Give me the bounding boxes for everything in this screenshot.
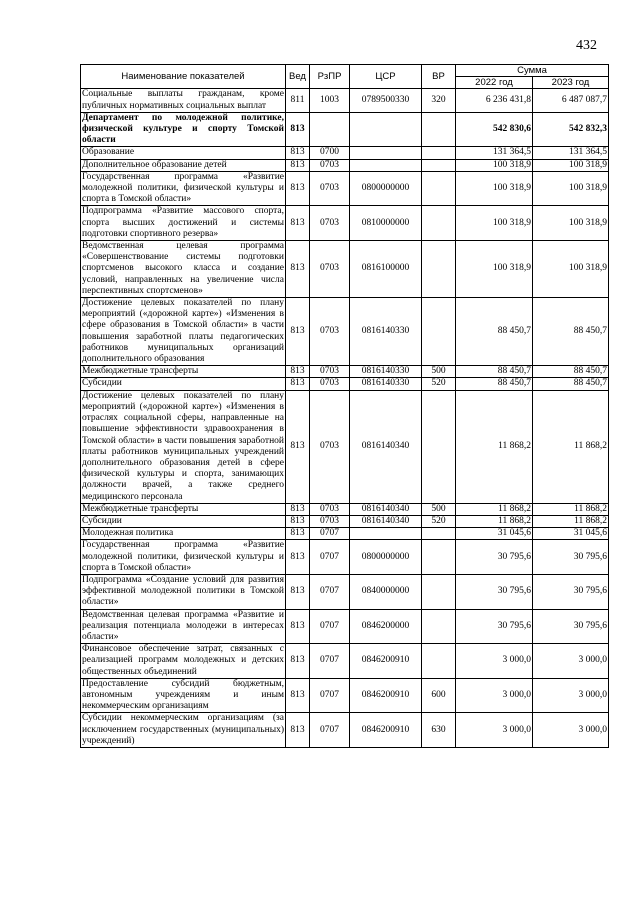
row-name: Государственная программа «Развитие молодежной политики, физической культуры и спорта в Томской области»	[82, 171, 284, 205]
row-sum-2023: 30 795,6	[533, 609, 609, 644]
row-vr: 600	[422, 678, 456, 713]
row-rzpr: 0707	[310, 540, 350, 575]
table-row	[81, 609, 609, 644]
row-ved: 813	[286, 574, 310, 609]
row-csr: 0810000000	[350, 206, 422, 241]
table-row	[81, 366, 609, 378]
row-name: Предоставление субсидий бюджетным, автономным учреждениям и иным некоммерческим организациям	[82, 678, 284, 712]
row-csr	[350, 112, 422, 147]
table-row	[81, 112, 609, 147]
row-sum-2023: 88 450,7	[533, 298, 609, 366]
row-ved: 813	[286, 378, 310, 390]
row-sum-2022: 3 000,0	[456, 713, 533, 748]
table-body	[81, 89, 609, 748]
row-rzpr: 0707	[310, 609, 350, 644]
row-csr	[350, 528, 422, 540]
row-name: Подпрограмма «Развитие массового спорта, спорта высших достижений и системы подготовки спортивного резерва»	[82, 206, 284, 239]
row-csr: 0800000000	[350, 171, 422, 206]
row-ved: 813	[286, 528, 310, 540]
row-ved: 813	[286, 298, 310, 366]
row-vr: 520	[422, 515, 456, 527]
row-ved: 811	[286, 89, 310, 112]
table-row	[81, 503, 609, 515]
row-sum-2022: 3 000,0	[456, 644, 533, 679]
row-rzpr: 0703	[310, 206, 350, 241]
row-rzpr: 0707	[310, 644, 350, 679]
table-row	[81, 713, 609, 748]
row-sum-2023: 11 868,2	[533, 503, 609, 515]
row-ved: 813	[286, 503, 310, 515]
row-name: Субсидии	[81, 378, 286, 390]
row-sum-2022: 6 236 431,8	[456, 89, 533, 112]
row-rzpr: 0703	[310, 241, 350, 298]
row-rzpr: 0703	[310, 378, 350, 390]
table-row	[81, 378, 609, 390]
row-sum-2023: 88 450,7	[533, 378, 609, 390]
row-sum-2023: 100 318,9	[533, 206, 609, 241]
row-sum-2023: 30 795,6	[533, 574, 609, 609]
row-csr: 0846200910	[350, 678, 422, 713]
row-ved: 813	[286, 540, 310, 575]
row-sum-2023: 3 000,0	[533, 644, 609, 679]
row-sum-2022: 3 000,0	[456, 678, 533, 713]
row-vr	[422, 171, 456, 206]
row-vr	[422, 241, 456, 298]
row-sum-2023: 11 868,2	[533, 390, 609, 503]
row-csr: 0846200910	[350, 644, 422, 679]
row-csr: 0816140330	[350, 366, 422, 378]
row-sum-2022: 100 318,9	[456, 206, 533, 241]
page-number: 432	[576, 38, 597, 53]
row-name: Департамент по молодежной политике, физической культуре и спорту Томской области	[82, 112, 284, 146]
row-name: Ведомственная целевая программа «Совершенствование системы подготовки спортсменов высокого класса и создание условий, направленных на увеличение числа перспективных спортсменов»	[82, 241, 284, 296]
row-ved: 813	[286, 206, 310, 241]
row-sum-2022: 88 450,7	[456, 298, 533, 366]
row-csr: 0816140340	[350, 515, 422, 527]
table-row	[81, 574, 609, 609]
row-vr: 500	[422, 503, 456, 515]
row-csr: 0816140340	[350, 390, 422, 503]
row-csr: 0816140340	[350, 503, 422, 515]
row-sum-2022: 88 450,7	[456, 366, 533, 378]
row-sum-2023: 542 832,3	[533, 112, 609, 147]
header-ved: Вед	[286, 65, 310, 89]
table-row	[81, 298, 609, 366]
row-sum-2023: 11 868,2	[533, 515, 609, 527]
row-name: Достижение целевых показателей по плану мероприятий («дорожной карте») «Изменения в сфере образования в Томской области» в части повышения заработной платы педагогических работников муниципальных организаций дополнительного образования	[82, 298, 284, 365]
table-row	[81, 540, 609, 575]
row-ved: 813	[286, 713, 310, 748]
row-rzpr: 0707	[310, 713, 350, 748]
table-row	[81, 528, 609, 540]
table-row	[81, 147, 609, 159]
row-sum-2023: 31 045,6	[533, 528, 609, 540]
row-name: Государственная программа «Развитие молодежной политики, физической культуры и спорта в Томской области»	[82, 540, 284, 573]
row-ved: 813	[286, 515, 310, 527]
row-rzpr: 0703	[310, 515, 350, 527]
row-name: Образование	[81, 147, 286, 159]
row-rzpr: 0703	[310, 366, 350, 378]
row-vr	[422, 609, 456, 644]
row-sum-2023: 131 364,5	[533, 147, 609, 159]
table-row	[81, 515, 609, 527]
row-csr: 0846200000	[350, 609, 422, 644]
row-rzpr: 0707	[310, 574, 350, 609]
row-csr	[350, 147, 422, 159]
table-row	[81, 241, 609, 298]
row-csr: 0816140330	[350, 378, 422, 390]
row-vr	[422, 112, 456, 147]
row-csr: 0840000000	[350, 574, 422, 609]
row-sum-2022: 11 868,2	[456, 515, 533, 527]
row-sum-2023: 100 318,9	[533, 241, 609, 298]
table-row	[81, 89, 609, 112]
row-name: Ведомственная целевая программа «Развитие и реализация потенциала молодежи в интересах области»	[82, 609, 284, 642]
row-vr: 500	[422, 366, 456, 378]
table-row	[81, 159, 609, 171]
row-name: Достижение целевых показателей по плану мероприятий («дорожной карте») «Изменения в отраслях социальной сферы, направленные на повышение эффективности здравоохранения в Томской области» в части повышения заработной платы работников муниципальных учреждений дополнительного образования детей в сфере физической культуры и спорта, занимающих должности врачей, а также среднего медицинского персонала	[82, 390, 284, 502]
row-rzpr: 0703	[310, 298, 350, 366]
row-csr	[350, 159, 422, 171]
row-rzpr: 0700	[310, 147, 350, 159]
row-name: Субсидии некоммерческим организациям (за исключением государственных (муниципальных) учреждений)	[82, 713, 284, 746]
row-name: Дополнительное образование детей	[81, 159, 286, 171]
row-rzpr: 0703	[310, 171, 350, 206]
table-row	[81, 678, 609, 713]
row-sum-2022: 11 868,2	[456, 503, 533, 515]
row-vr	[422, 147, 456, 159]
table-row	[81, 390, 609, 503]
row-rzpr	[310, 112, 350, 147]
row-vr	[422, 159, 456, 171]
header-vr: ВР	[422, 65, 456, 89]
row-rzpr: 0707	[310, 678, 350, 713]
row-sum-2023: 88 450,7	[533, 366, 609, 378]
row-ved: 813	[286, 609, 310, 644]
header-name: Наименование показателей	[81, 65, 286, 89]
row-vr: 320	[422, 89, 456, 112]
row-sum-2022: 100 318,9	[456, 241, 533, 298]
row-sum-2022: 31 045,6	[456, 528, 533, 540]
header-csr: ЦСР	[350, 65, 422, 89]
row-sum-2022: 11 868,2	[456, 390, 533, 503]
header-2022: 2022 год	[456, 77, 533, 89]
row-csr: 0846200910	[350, 713, 422, 748]
row-vr	[422, 206, 456, 241]
row-name: Межбюджетные трансферты	[81, 366, 286, 378]
row-sum-2023: 3 000,0	[533, 713, 609, 748]
row-ved: 813	[286, 644, 310, 679]
row-sum-2023: 3 000,0	[533, 678, 609, 713]
header-2023: 2023 год	[533, 77, 609, 89]
row-vr	[422, 298, 456, 366]
row-name: Межбюджетные трансферты	[81, 503, 286, 515]
row-sum-2022: 88 450,7	[456, 378, 533, 390]
row-sum-2022: 30 795,6	[456, 609, 533, 644]
row-name: Субсидии	[81, 515, 286, 527]
row-ved: 813	[286, 241, 310, 298]
header-rzpr: РзПР	[310, 65, 350, 89]
header-sum: Сумма	[456, 65, 609, 77]
row-name: Финансовое обеспечение затрат, связанных с реализацией программ молодежных и детских общественных объединений	[82, 644, 284, 677]
row-sum-2022: 100 318,9	[456, 171, 533, 206]
row-sum-2022: 30 795,6	[456, 540, 533, 575]
row-vr	[422, 528, 456, 540]
row-ved: 813	[286, 366, 310, 378]
row-rzpr: 0707	[310, 528, 350, 540]
row-rzpr: 1003	[310, 89, 350, 112]
row-csr: 0816100000	[350, 241, 422, 298]
row-vr: 630	[422, 713, 456, 748]
row-name: Молодежная политика	[81, 528, 286, 540]
row-vr	[422, 390, 456, 503]
row-sum-2022: 100 318,9	[456, 159, 533, 171]
row-ved: 813	[286, 171, 310, 206]
row-sum-2023: 6 487 087,7	[533, 89, 609, 112]
row-rzpr: 0703	[310, 390, 350, 503]
row-sum-2023: 100 318,9	[533, 159, 609, 171]
row-sum-2022: 30 795,6	[456, 574, 533, 609]
row-sum-2023: 100 318,9	[533, 171, 609, 206]
row-name: Подпрограмма «Создание условий для развития эффективной молодежной политики в Томской области»	[82, 574, 284, 608]
row-ved: 813	[286, 390, 310, 503]
row-vr	[422, 574, 456, 609]
row-rzpr: 0703	[310, 503, 350, 515]
row-vr	[422, 540, 456, 575]
row-ved: 813	[286, 147, 310, 159]
row-rzpr: 0703	[310, 159, 350, 171]
table-row	[81, 171, 609, 206]
budget-table	[80, 64, 609, 748]
row-sum-2022: 542 830,6	[456, 112, 533, 147]
row-sum-2022: 131 364,5	[456, 147, 533, 159]
table-row	[81, 206, 609, 241]
row-ved: 813	[286, 678, 310, 713]
row-csr: 0816140330	[350, 298, 422, 366]
table-row	[81, 644, 609, 679]
row-vr	[422, 644, 456, 679]
row-ved: 813	[286, 159, 310, 171]
row-csr: 0800000000	[350, 540, 422, 575]
row-ved: 813	[286, 112, 310, 147]
row-csr: 0789500330	[350, 89, 422, 112]
row-name: Социальные выплаты гражданам, кроме публичных нормативных социальных выплат	[82, 89, 284, 111]
row-sum-2023: 30 795,6	[533, 540, 609, 575]
row-vr: 520	[422, 378, 456, 390]
